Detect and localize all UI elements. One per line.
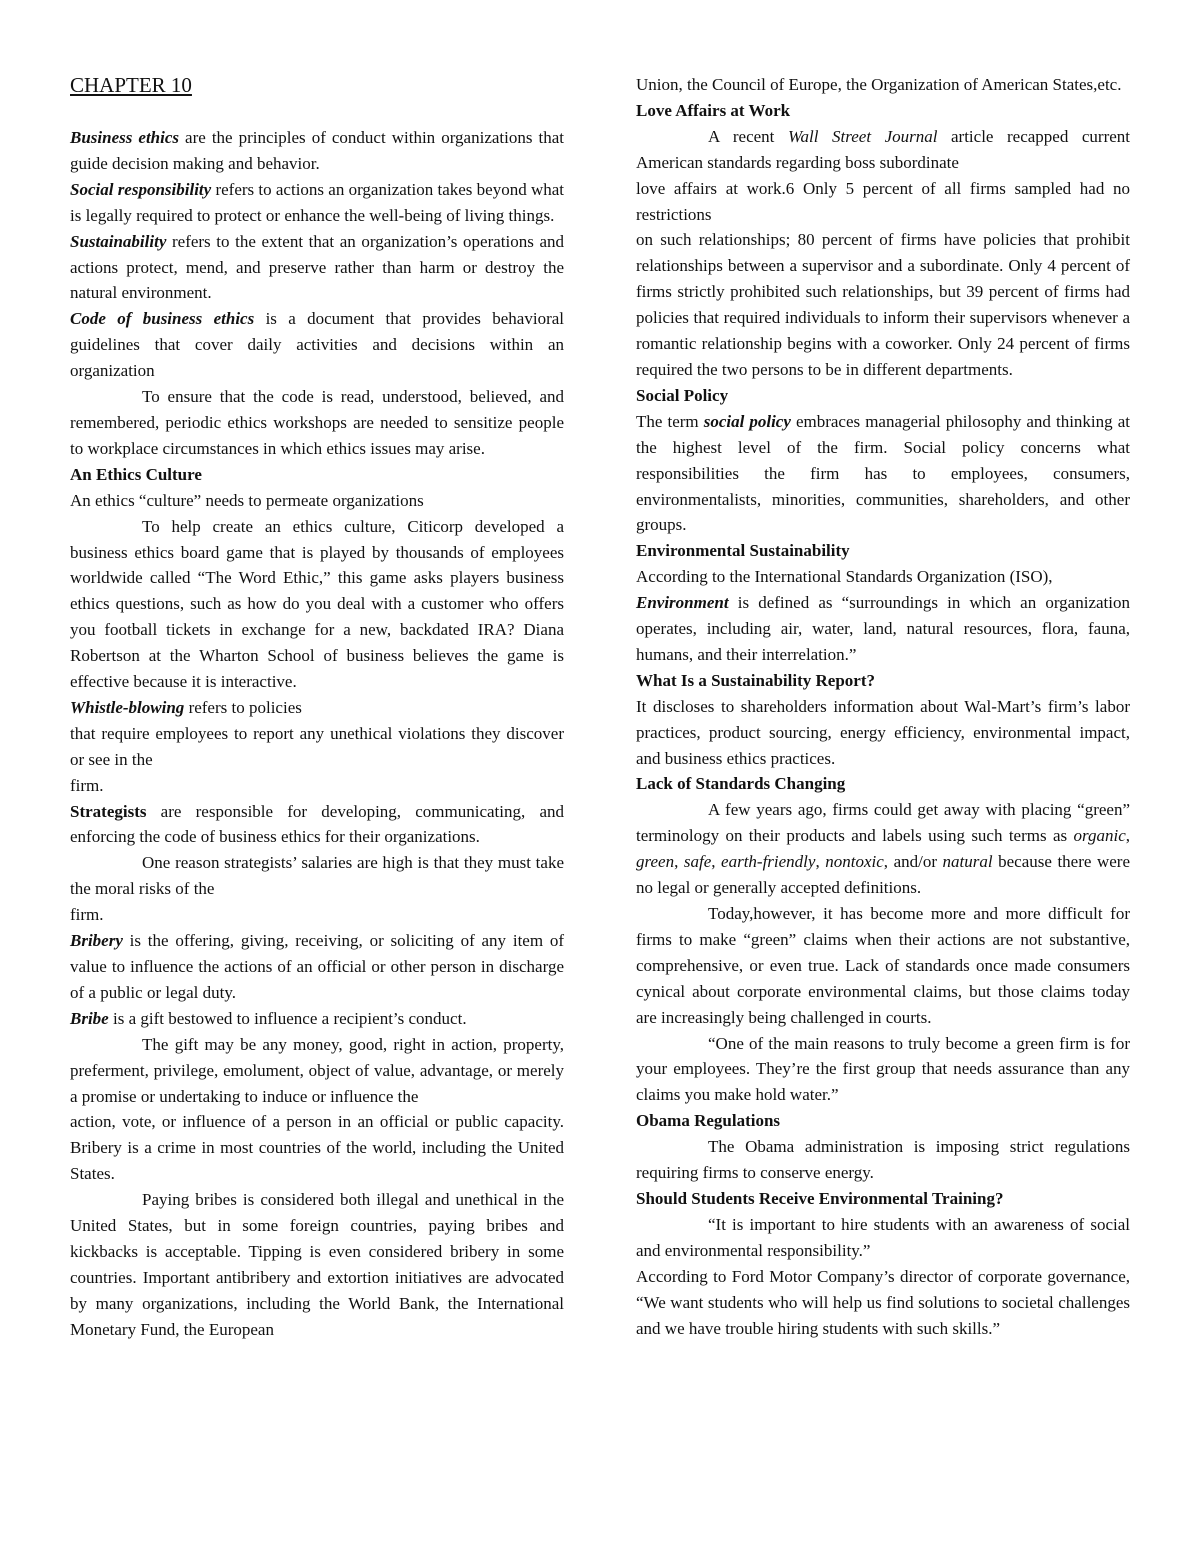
ethics-culture-heading: An Ethics Culture <box>70 464 202 484</box>
love-affairs-text-a: A recent <box>708 126 788 146</box>
lack-sep-2: , <box>674 852 684 872</box>
two-column-layout <box>70 72 1130 1343</box>
code-workshops-paragraph: To ensure that the code is read, understood, believed, and remembered, periodic ethics workshops are needed to sensitize people to workplace circumstances in which ethics issues may arise. <box>70 387 564 458</box>
term-safe: safe <box>683 852 712 872</box>
social-responsibility-text: refers to actions an organization takes beyond what is legally required to protect or enhance the well-being of living things. <box>70 179 565 225</box>
term-business-ethics: Business ethics <box>70 128 180 147</box>
lack-of-standards-heading: Lack of Standards Changing <box>636 774 846 794</box>
environmental-sustainability-heading: Environmental Sustainability <box>636 541 850 561</box>
green-firm-quote: “One of the main reasons to truly become a green firm is for your employees. They’re the first group that needs assurance than any claims you make hold water.” <box>636 1033 1130 1105</box>
sustainability-report-paragraph: It discloses to shareholders information about Wal-Mart’s firm’s labor practices, product sourcing, energy efficiency, environmental impact, and business ethics practices. <box>636 696 1130 768</box>
citicorp-paragraph: To help create an ethics culture, Citicorp developed a business ethics board game that is played by thousands of employees worldwide called “The Word Ethic,” this game asks players business ethics questions, such as how do you deal with a customer who offers you football tickets in exchange for a new, backdated IRA? Diana Robertson at the Wharton School of business believes the game is effective because it is interactive. <box>70 516 564 692</box>
ethics-culture-line: An ethics “culture” needs to permeate organizations <box>70 490 424 510</box>
environment-text: is defined as “surroundings in which an organization operates, including air, water, land, natural resources, flora, fauna, humans, and their interrelation.” <box>636 593 1130 664</box>
lack-and-or: , and/or <box>883 852 943 872</box>
love-affairs-text-b: article recapped current American standards regarding boss subordinate <box>636 126 1131 172</box>
code-of-ethics-text: is a document that provides behavioral guidelines that cover daily activities and decisions within an organization <box>70 309 564 381</box>
social-policy-text-a: The term <box>636 411 704 431</box>
business-ethics-text: are the principles of conduct within organizations that guide decision making and behavior. <box>70 128 564 173</box>
term-bribery: Bribery <box>70 931 123 951</box>
gift-paragraph: The gift may be any money, good, right in action, property, preferment, privilege, emolument, object of value, advantage, or merely a promise or undertaking to induce or influence the <box>70 1034 564 1106</box>
left-column <box>70 72 564 1343</box>
obama-regulations-heading: Obama Regulations <box>636 1111 781 1131</box>
sustainability-text: refers to the extent that an organization’s operations and actions protect, mend, and preserve rather than harm or destroy the natural environment. <box>70 231 564 303</box>
whistle-blowing-line-2: that require employees to report any unethical violations they discover or see in the <box>70 723 564 769</box>
term-social-policy: social policy <box>703 411 791 431</box>
term-nontoxic: nontoxic <box>825 852 884 872</box>
term-environment: Environment <box>636 593 729 613</box>
gift-paragraph-line-2: action, vote, or influence of a person in an official or public capacity. Bribery is a crime in most countries of the world, including the United States. <box>70 1112 564 1184</box>
paying-bribes-paragraph: Paying bribes is considered both illegal and unethical in the United States, but in some foreign countries, paying bribes and kickbacks is acceptable. Tipping is even considered bribery in some countries. Important antibribery and extortion initiatives are advocated by many organizations, including the World Bank, the International Monetary Fund, the European <box>70 1190 564 1339</box>
term-green: green <box>636 852 675 872</box>
strategists-definition <box>70 799 564 851</box>
love-affairs-paragraph <box>636 124 1130 176</box>
term-natural: natural <box>942 852 993 872</box>
right-column <box>636 72 1130 1343</box>
term-bribe: Bribe <box>70 1008 109 1028</box>
social-policy-text-b: embraces managerial philosophy and thinking at the highest level of the firm. Social policy concerns what responsibilities the firm has to employees, consumers, environmentalists, minorities, communities, shareholders, and other groups. <box>636 411 1130 535</box>
term-earth-friendly: earth-friendly <box>721 852 816 872</box>
whistle-blowing-line-3: firm. <box>70 775 104 795</box>
term-code-of-business-ethics: Code of business ethics <box>70 309 255 329</box>
love-affairs-line-2: love affairs at work.6 Only 5 percent of all firms sampled had no restrictions <box>636 178 1130 224</box>
social-policy-paragraph <box>636 409 1130 539</box>
term-strategists: Strategists <box>70 801 147 821</box>
strategists-line-3: firm. <box>70 905 104 925</box>
term-organic: organic <box>1073 826 1126 846</box>
obama-regulations-paragraph: The Obama administration is imposing strict regulations requiring firms to conserve energy. <box>636 1137 1130 1183</box>
ford-motor-paragraph: According to Ford Motor Company’s director of corporate governance, “We want students who will help us find solutions to societal challenges and we have trouble hiring students with such skills.” <box>636 1266 1130 1338</box>
lack-text-b: because there were no legal or generally accepted definitions. <box>636 852 1130 898</box>
hire-students-quote: “It is important to hire students with an awareness of social and environmental responsibility.” <box>636 1214 1130 1260</box>
social-policy-heading: Social Policy <box>636 385 729 405</box>
bribe-text: is a gift bestowed to influence a recipient’s conduct. <box>108 1008 467 1028</box>
wall-street-journal-title: Wall Street Journal <box>787 126 938 146</box>
sustainability-report-heading: What Is a Sustainability Report? <box>636 670 875 690</box>
sustainability-definition <box>70 229 564 307</box>
chapter-title: CHAPTER 10 <box>70 73 192 97</box>
iso-line: According to the International Standards Organization (ISO), <box>636 567 1053 587</box>
lack-text-a: A few years ago, firms could get away with placing “green” terminology on their products and labels using such terms as <box>636 800 1130 846</box>
lack-sep-1: , <box>1125 826 1130 846</box>
code-of-ethics-definition <box>70 306 564 384</box>
strategists-paragraph: One reason strategists’ salaries are high is that they must take the moral risks of the <box>70 853 564 899</box>
whistle-blowing-definition <box>70 695 564 721</box>
environment-definition <box>636 590 1130 668</box>
term-whistle-blowing: Whistle-blowing <box>70 697 185 717</box>
lack-of-standards-paragraph-2: Today,however, it has become more and more difficult for firms to make “green” claims when their actions are not substantive, comprehensive, or even true. Lack of standards once made consumers cynical about corporate environmental claims, but those claims today are increasingly being challenged in courts. <box>636 904 1130 1027</box>
business-ethics-definition <box>70 125 564 177</box>
lack-of-standards-paragraph-1 <box>636 797 1130 901</box>
lack-sep-3: , <box>711 852 722 872</box>
love-affairs-heading: Love Affairs at Work <box>636 100 791 120</box>
whistle-blowing-text: refers to policies <box>184 697 302 717</box>
love-affairs-line-3: on such relationships; 80 percent of firms have policies that prohibit relationships between a supervisor and a subordinate. Only 4 percent of firms strictly prohibited such relationships, but 39 percent of firms had policies that required individuals to inform their supervisors whenever a romantic relationship begins with a coworker. Only 24 percent of firms required the two persons to be in different departments. <box>636 230 1130 379</box>
strategists-text: are responsible for developing, communicating, and enforcing the code of business ethics for their organizations. <box>70 801 564 847</box>
bribe-definition <box>70 1006 564 1032</box>
bribery-text: is the offering, giving, receiving, or soliciting of any item of value to influence the actions of an official or other person in discharge of a public or legal duty. <box>70 931 564 1002</box>
continued-line: Union, the Council of Europe, the Organization of American States,etc. <box>636 75 1122 94</box>
environmental-training-heading: Should Students Receive Environmental Training? <box>636 1188 1004 1208</box>
bribery-definition <box>70 928 564 1006</box>
term-sustainability: Sustainability <box>70 231 167 251</box>
social-responsibility-definition <box>70 177 564 229</box>
term-social-responsibility: Social responsibility <box>70 179 212 199</box>
lack-sep-4: , <box>815 852 826 872</box>
